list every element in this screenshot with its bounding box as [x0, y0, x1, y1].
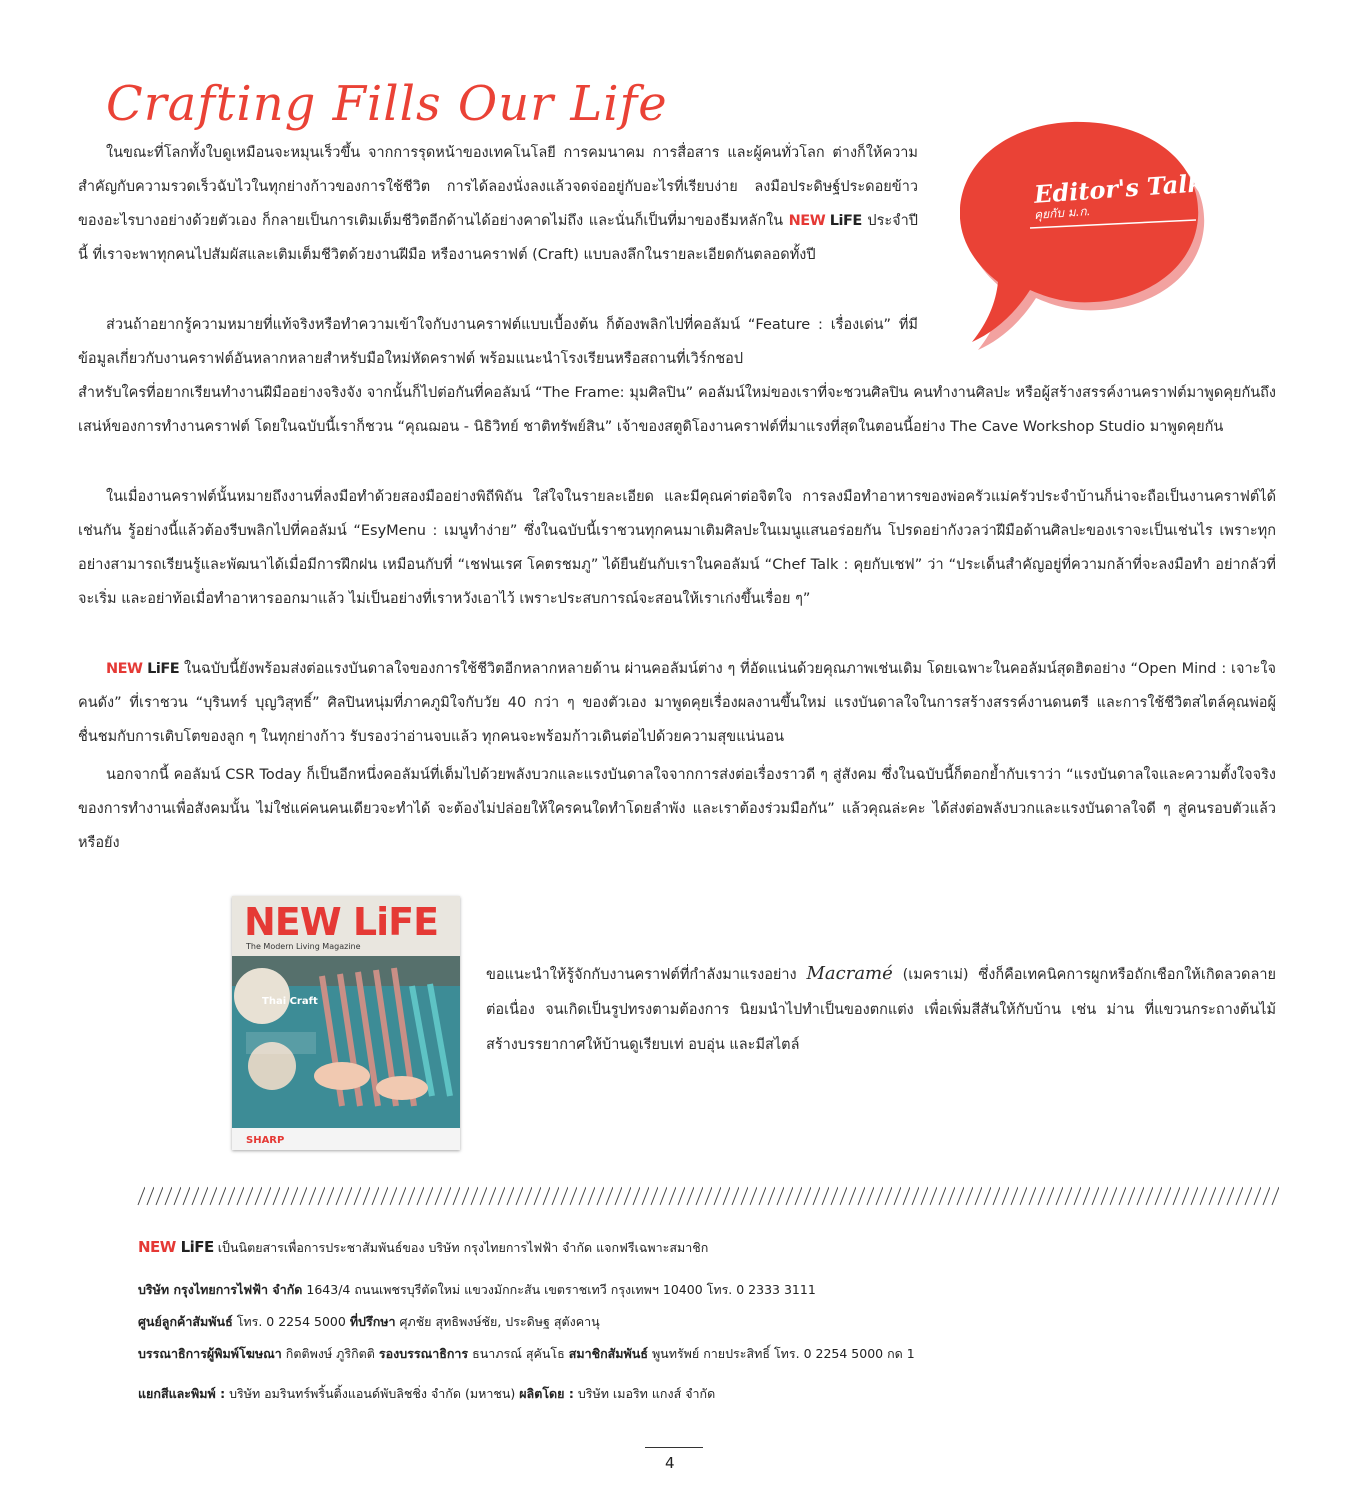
hatched-divider — [136, 1186, 1280, 1206]
cover-feature: Thai Craft — [262, 996, 318, 1007]
footer-printing: แยกสีและพิมพ์ : บริษัท อมรินทร์พริ้นติ้งแอนด์พับลิชชิ่ง จำกัด (มหาชน) ผลิตโดย : บริษัท เมอริท แกงส์ จำกัด — [138, 1386, 716, 1401]
paragraph-feature: ส่วนถ้าอยากรู้ความหมายที่แท้จริงหรือทำความเข้าใจกับงานคราฟต์แบบเบื้องต้น ก็ต้องพลิกไปที่คอลัมน์ “Feature : เรื่องเด่น” ที่มีข้อมูลเกี่ยวกับงานคราฟต์อันหลากหลายสำหรับมือใหม่หัดคราฟต์ พร้อมแนะนำโรงเรียนหรือสถานที่เวิร์กชอป — [78, 317, 918, 367]
cover-logo: NEW LiFE — [244, 900, 439, 944]
footer-customer-service: ศูนย์ลูกค้าสัมพันธ์ โทร. 0 2254 5000 ที่ปรึกษา ศุภชัย สุทธิพงษ์ชัย, ประดิษฐ สุตังคานุ — [138, 1314, 600, 1329]
macrame-highlight: Macramé — [806, 963, 893, 984]
cover-tagline: The Modern Living Magazine — [246, 942, 361, 951]
macrame-description: ขอแนะนำให้รู้จักกับงานคราฟต์ที่กำลังมาแรงอย่าง Macramé (เมคราเม่) ซึ่งก็คือเทคนิคการผูกหรือถักเชือกให้เกิดลวดลายต่อเนื่อง จนเกิดเป็นรูปทรงตามต้องการ นิยมนำไปทำเป็นของตกแต่ง เพื่อเพิ่มสีสันให้กับบ้าน เช่น ม่าน ที่แขวนกระถางต้นไม้ สร้างบรรยากาศให้บ้านดูเรียบเท่ อบอุ่น และมีสไตล์ — [486, 963, 1276, 1053]
new-life-logo: NEW LiFE — [788, 213, 862, 229]
paragraph-csr: นอกจากนี้ คอลัมน์ CSR Today ก็เป็นอีกหนึ่งคอลัมน์ที่เต็มไปด้วยพลังบวกและแรงบันดาลใจจากการส่งต่อเรื่องราวดี ๆ สู่สังคม ซึ่งในฉบับนี้ก็ตอกย้ำกับเราว่า “แรงบันดาลใจและความตั้งใจจริงของการทำงานเพื่อสังคมนั้น ไม่ใช่แค่คนคนเดียวจะทำได้ จะต้องไม่ปล่อยให้ใครคนใดทำโดยลำพัง และเราต้องร่วมมือกัน” แล้วคุณล่ะคะ ได้ส่งต่อพลังบวกและแรงบันดาลใจดี ๆ สู่คนรอบตัวแล้วหรือยัง — [78, 767, 1276, 851]
cover-brand: SHARP — [246, 1135, 285, 1146]
footer-intro: NEW LiFE เป็นนิตยสารเพื่อการประชาสัมพันธ์ของ บริษัท กรุงไทยการไฟฟ้า จำกัด แจกฟรีเฉพาะสมาชิก — [138, 1238, 709, 1256]
new-life-logo-inline: NEW LiFE — [106, 661, 180, 677]
paragraph-menu: ในเมื่องานคราฟต์นั้นหมายถึงงานที่ลงมือทำด้วยสองมืออย่างพิถีพิถัน ใส่ใจในรายละเอียด และมีคุณค่าต่อจิตใจ การลงมือทำอาหารของพ่อครัวแม่ครัวประจำบ้านก็น่าจะถือเป็นงานคราฟต์ได้เช่นกัน รู้อย่างนี้แล้วต้องรีบพลิกไปที่คอลัมน์ “EsyMenu : เมนูทำง่าย” ซึ่งในฉบับนี้เราชวนทุกคนมาเติมศิลปะในเมนูแสนอร่อยกัน โปรดอย่ากังวลว่าฝีมือด้านศิลปะของเราจะเป็นเช่นไร เพราะทุกอย่างสามารถเรียนรู้และพัฒนาได้เมื่อมีการฝึกฝน เหมือนกับที่ “เชฟนเรศ โคตรชมภู” ได้ยืนยันกับเราในคอลัมน์ “Chef Talk : คุยกับเชฟ” ว่า “ประเด็นสำคัญอยู่ที่ความกล้าที่จะลงมือทำ อย่ากลัวที่จะเริ่ม และอย่าท้อเมื่อทำอาหารออกมาแล้ว ไม่เป็นอย่างที่เราหวังเอาไว้ เพราะประสบการณ์จะสอนให้เราเก่งขึ้นเรื่อย ๆ” — [78, 489, 1276, 607]
paragraph-frame: สำหรับใครที่อยากเรียนทำงานฝีมืออย่างจริงจัง จากนั้นก็ไปต่อกันที่คอลัมน์ “The Frame: มุมศิลปิน” คอลัมน์ใหม่ของเราที่จะชวนศิลปิน คนทำงานศิลปะ หรือผู้สร้างสรรค์งานคราฟต์มาพูดคุยกันถึงเสน่ห์ของการทำงานคราฟต์ โดยในฉบับนี้เราก็ชวน “คุณฌอน - นิธิวิทย์ ชาติทรัพย์สิน” เจ้าของสตูดิโองานคราฟต์ที่มาแรงที่สุดในตอนนี้อย่าง The Cave Workshop Studio มาพูดคุยกัน — [78, 385, 1276, 435]
bubble-heading: Editor's Talk — [1033, 168, 1205, 209]
page-number: 4 — [665, 1454, 675, 1472]
macrame-photo-icon — [232, 956, 460, 1128]
bubble-subtitle: คุยกับ ม.ก. — [1033, 204, 1091, 222]
page-title: Crafting Fills Our Life — [106, 76, 668, 132]
speech-bubble-icon — [960, 118, 1210, 358]
paragraph-intro: ในขณะที่โลกทั้งใบดูเหมือนจะหมุนเร็วขึ้น จากการรุดหน้าของเทคโนโลยี การคมนาคม การสื่อสาร และผู้คนทั่วโลก ต่างก็ให้ความสำคัญกับความรวดเร็วฉับไวในทุกย่างก้าวของการใช้ชีวิต การได้ลองนั่งลงแล้วจดจ่ออยู่กับอะไรที่เรียบง่าย ลงมือประดิษฐ์ประดอยข้าวของอะไรบางอย่างด้วยตัวเอง ก็กลายเป็นการเติมเต็มชีวิตอีกด้านได้อย่างคาดไม่ถึง และนั่นก็เป็นที่มาของธีมหลักใน NEW LiFE ประจำปีนี้ ที่เราจะพาทุกคนไปสัมผัสและเติมเต็มชีวิตด้วยงานฝีมือ หรืองานคราฟต์ (Craft) แบบลงลึกในรายละเอียดกันตลอดทั้งปี — [78, 145, 919, 263]
magazine-cover-image — [232, 896, 460, 1150]
paragraph-open-mind: NEW LiFE ในฉบับนี้ยังพร้อมส่งต่อแรงบันดาลใจของการใช้ชีวิตอีกหลากหลายด้าน ผ่านคอลัมน์ต่าง ๆ ที่อัดแน่นด้วยคุณภาพเช่นเดิม โดยเฉพาะในคอลัมน์สุดฮิตอย่าง “Open Mind : เจาะใจคนดัง” ที่เราชวน “บุรินทร์ บุญวิสุทธิ์” ศิลปินหนุ่มที่ภาคภูมิใจกับวัย 40 กว่า ๆ ของตัวเอง มาพูดคุยเรื่องผลงานขึ้นใหม่ แรงบันดาลใจในการสร้างสรรค์งานดนตรี และการใช้ชีวิตสไตล์คุณพ่อผู้ชื่นชมกับการเติบโตของลูก ๆ ในทุกย่างก้าว รับรองว่าอ่านจบแล้ว ทุกคนจะพร้อมก้าวเดินต่อไปด้วยความสุขแน่นอน — [78, 652, 1276, 754]
footer-logo: NEW LiFE — [138, 1238, 214, 1256]
page-number-rule — [645, 1447, 703, 1448]
footer-company: บริษัท กรุงไทยการไฟฟ้า จำกัด 1643/4 ถนนเพชรบุรีตัดใหม่ แขวงมักกะสัน เขตราชเทวี กรุงเทพฯ 10400 โทร. 0 2333 3111 — [138, 1282, 816, 1297]
footer-editors: บรรณาธิการผู้พิมพ์โฆษณา กิตติพงษ์ ภูริกิตติ รองบรรณาธิการ ธนาภรณ์ สุคันโธ สมาชิกสัมพันธ์ พูนทรัพย์ กายประสิทธิ์ โทร. 0 2254 5000 กด 1 — [138, 1346, 915, 1361]
